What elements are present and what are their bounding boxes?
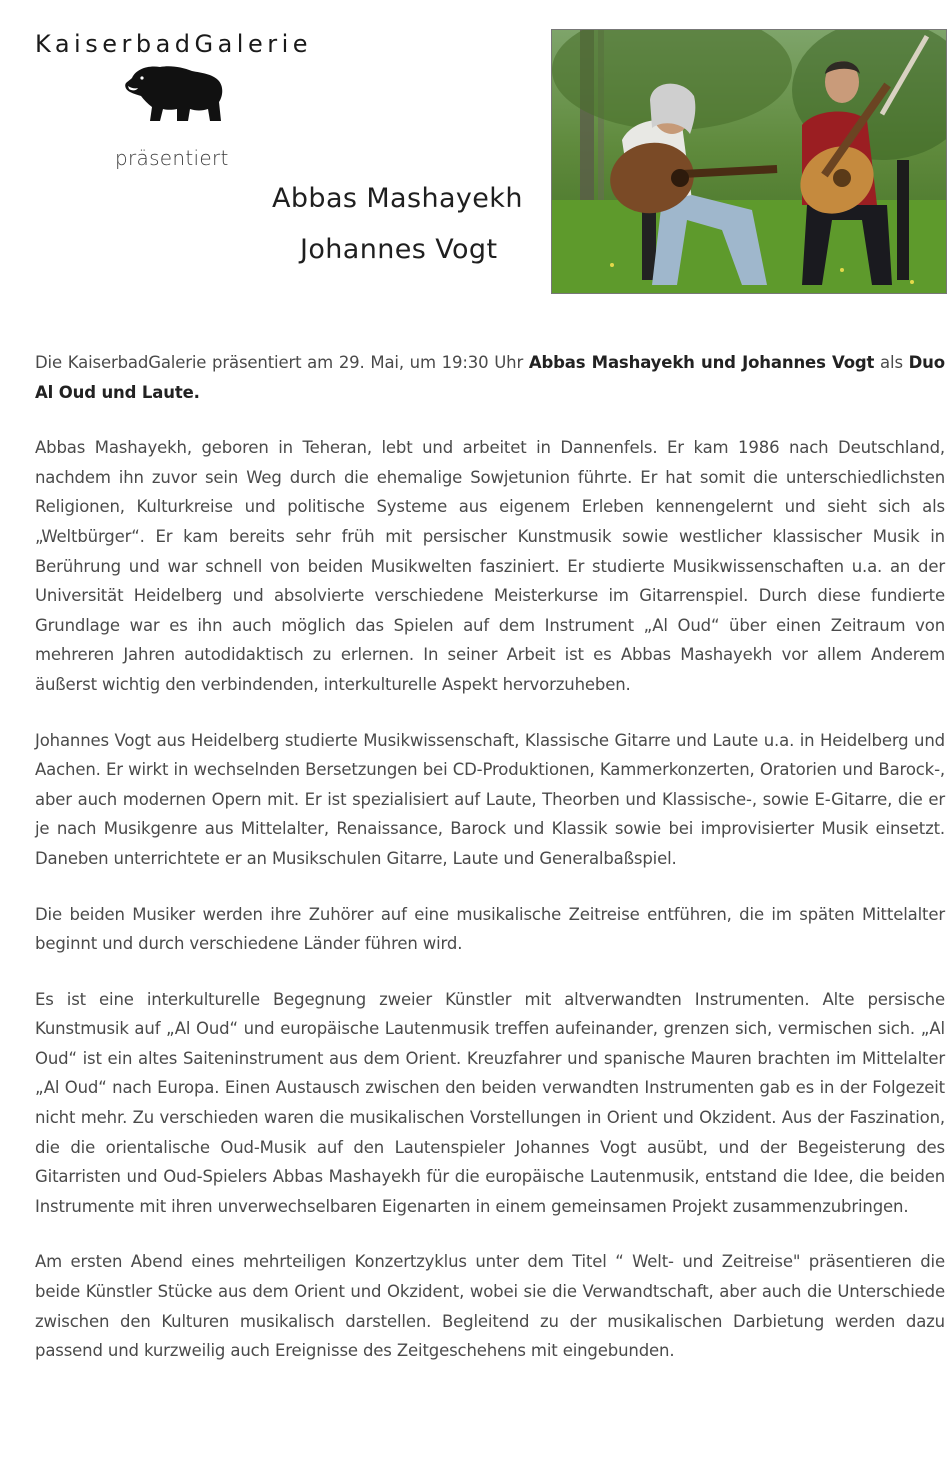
lion-logo-icon (122, 64, 226, 126)
presents-label: präsentiert (115, 146, 229, 170)
musicians-photo (551, 29, 947, 294)
intro-text: Die KaiserbadGalerie präsentiert am 29. Mai, um 19:30 Uhr (35, 353, 529, 372)
paragraph-encounter: Es ist eine interkulturelle Begegnung zweier Künstler mit altverwandten Instrumenten. Alte persische Kunstmusik auf „Al Oud“ und europäische Lautenmusik treffen aufeinander, grenzen sich, vermischen sich. „Al Oud“ ist ein altes Saiteninstrument aus dem Orient. Kreuzfahrer und spanische Mauren brachten im Mittelalter „Al Oud“ nach Europa. Einen Austausch zwischen den beiden verwandten Instrumenten gab es in der Folgezeit nicht mehr. Zu verschieden waren die musikalischen Vorstellungen in Orient und Okzident. Aus der Faszination, die die orientalische Oud-Musik auf den Lautenspieler Johannes Vogt ausübt, und der Begeisterung des Gitarristen und Oud-Spielers Abbas Mashayekh für die europäische Lautenmusik, entstand die Idee, die beiden Instrumente mit ihren unverwechselbaren Eigenarten in einem gemeinsamen Projekt zusammenzubringen. (35, 989, 945, 1216)
artist-name-1: Abbas Mashayekh (272, 183, 523, 214)
intro-paragraph (35, 348, 945, 407)
paragraph-mashayekh-bio: Abbas Mashayekh, geboren in Teheran, lebt und arbeitet in Dannenfels. Er kam 1986 nach Deutschland, nachdem ihn zuvor sein Weg durch die ehemalige Sowjetunion führte. Er hat somit die unterschiedlichsten Religionen, Kulturkreise und politische Systeme aus eigenem Erleben kennengelernt und sieht sich als „Weltbürger“. Er kam bereits sehr früh mit persischer Kunstmusik sowie westlicher klassischer Musik in Berührung und war schnell von beiden Musikwelten fasziniert. Er studierte Musikwissenschaften u.a. an der Universität Heidelberg und absolvierte verschiedene Meisterkurse im Gitarrenspiel. Durch diese fundierte Grundlage war es ihn auch möglich das Spielen auf dem Instrument „Al Oud“ über einen Zeitraum von mehreren Jahren autodidaktisch zu erlernen. In seiner Arbeit ist es Abbas Mashayekh vor allem Anderem äußerst wichtig den verbindenden, interkulturelle Aspekt hervorzuheben. (35, 438, 945, 694)
intro-duo-name: Duo Al Oud und Laute. (35, 353, 945, 402)
gallery-name: KaiserbadGalerie (35, 30, 313, 58)
paragraph-journey: Die beiden Musiker werden ihre Zuhörer auf eine musikalische Zeitreise entführen, die im späten Mittelalter beginnt und durch verschiedene Länder führen wird. (35, 904, 945, 954)
intro-als: als (874, 353, 909, 372)
paragraph-concert-cycle: Am ersten Abend eines mehrteiligen Konzertzyklus unter dem Titel “ Welt- und Zeitreise" präsentieren die beide Künstler Stücke aus dem Orient und Okzident, wobei sie die Verwandtschaft, aber auch die Unterschiede zwischen den Kulturen musikalisch darstellen. Begleitend zu der musikalischen Darbietung werden dazu passend und kurzweilig auch Ereignisse des Zeitgeschehens mit eingebunden. (35, 1252, 945, 1361)
paragraph-vogt-bio: Johannes Vogt aus Heidelberg studierte Musikwissenschaft, Klassische Gitarre und Laute u.a. in Heidelberg und Aachen. Er wirkt in wechselnden Bersetzungen bei CD-Produktionen, Kammerkonzerten, Oratorien und Barock-, aber auch modernen Opern mit. Er ist spezialisiert auf Laute, Theorben und Klassische-, sowie E-Gitarre, die er je nach Musikgenre aus Mittelalter, Renaissance, Barock und Klassik sowie bei improvisierter Musik einsetzt. Daneben unterrichtete er an Musikschulen Gitarre, Laute und Generalbaßspiel. (35, 730, 945, 868)
article-body (35, 348, 945, 1392)
intro-artist-names: Abbas Mashayekh und Johannes Vogt (528, 353, 875, 372)
artist-name-2: Johannes Vogt (300, 234, 498, 265)
